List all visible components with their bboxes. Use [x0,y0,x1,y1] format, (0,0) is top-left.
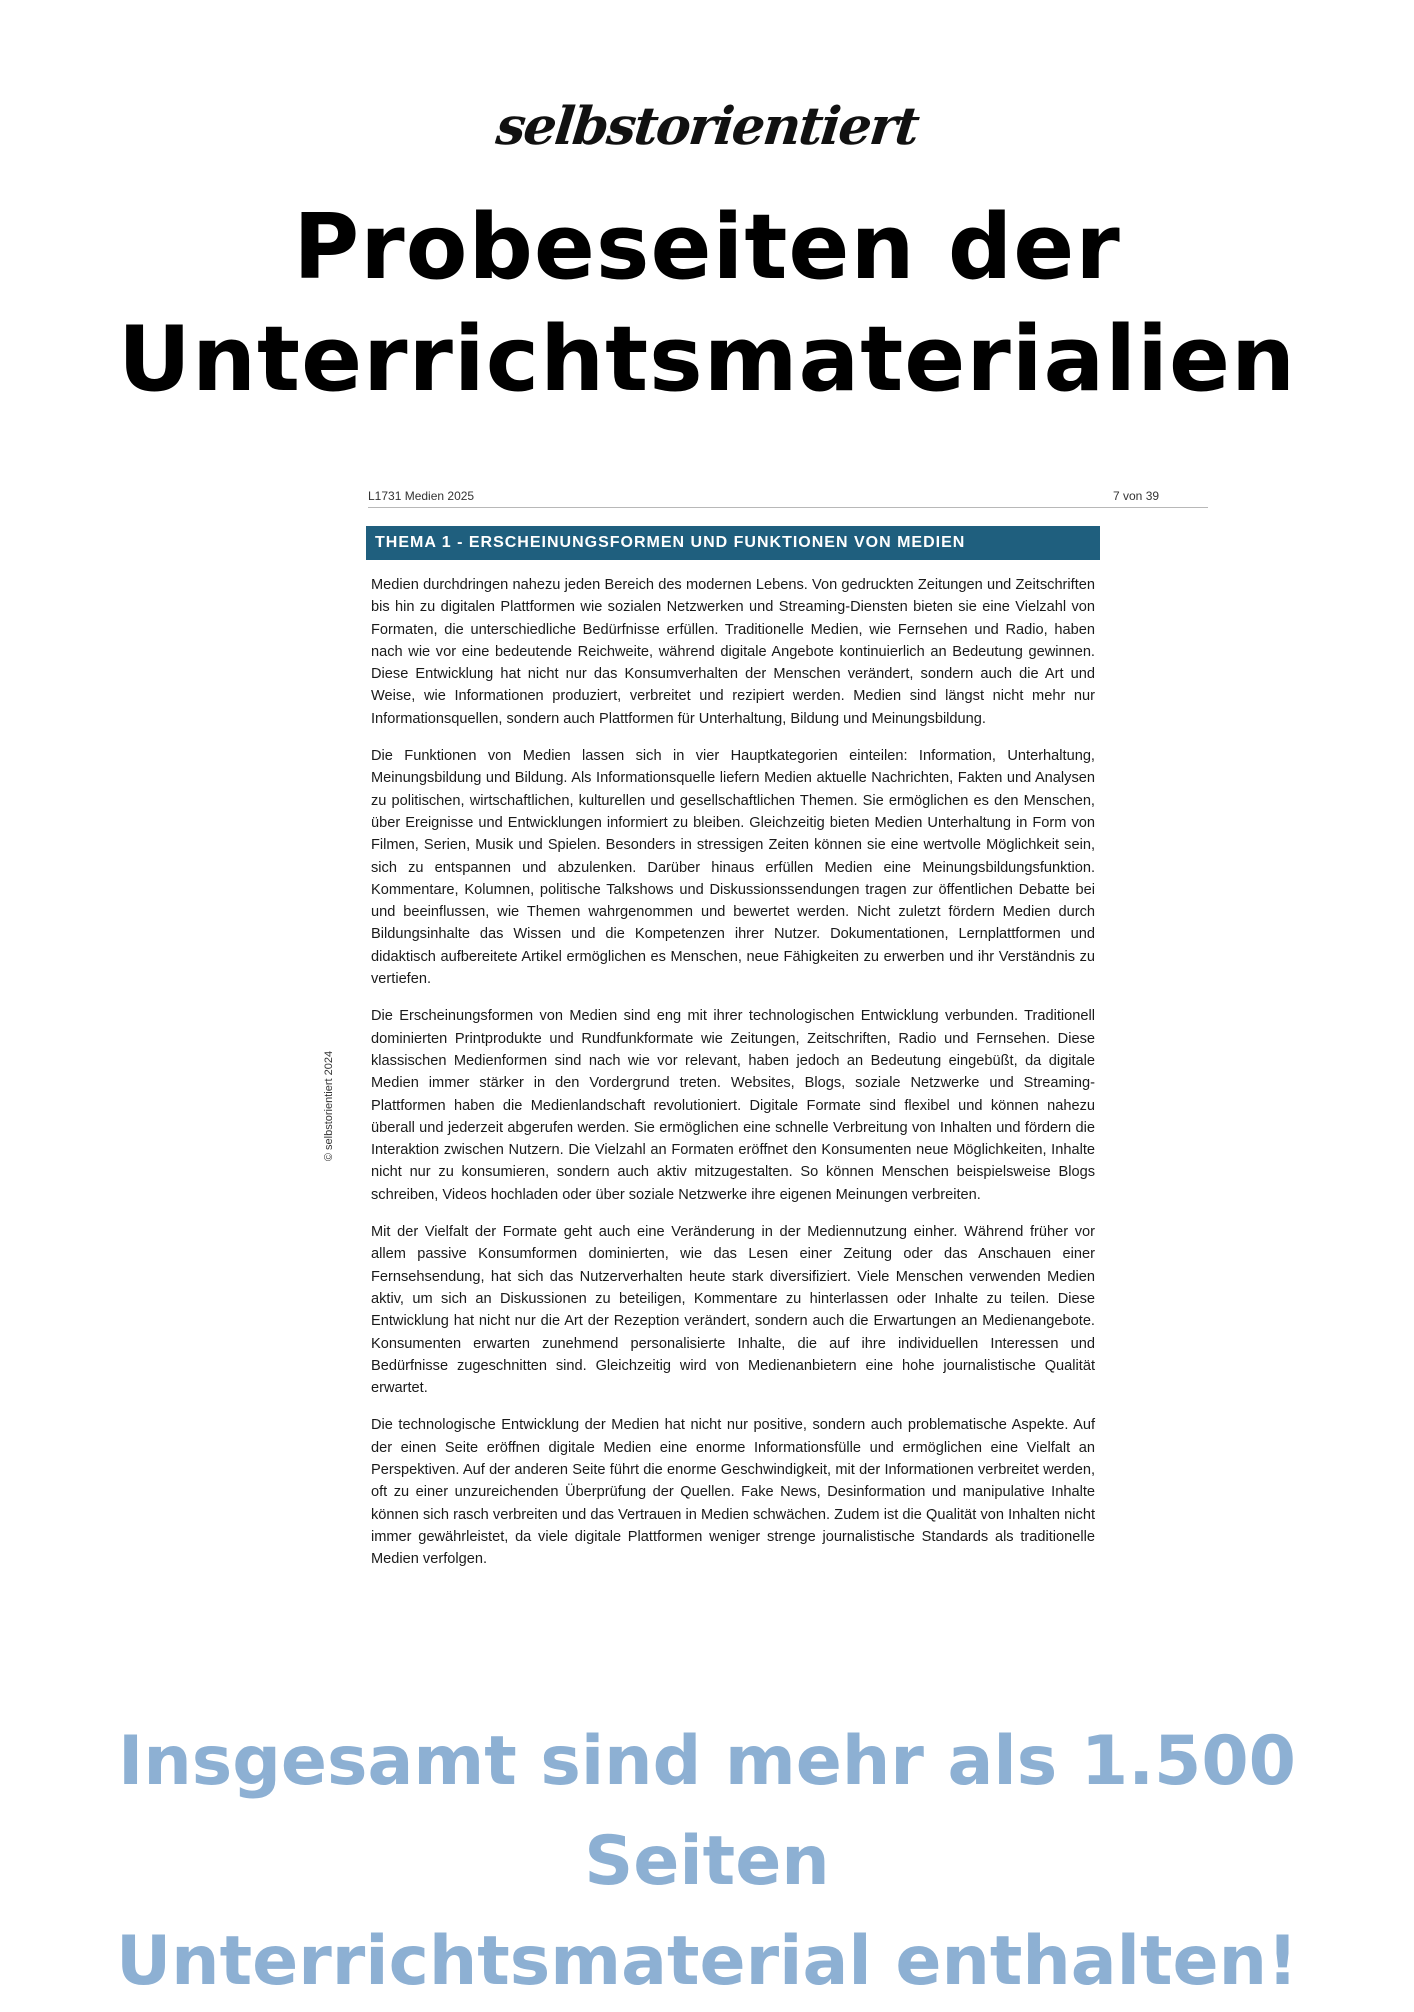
promo-banner [0,1712,1414,2012]
brand-logo: selbstorientiert [493,96,921,157]
paragraph: Die Funktionen von Medien lassen sich in vier Hauptkategorien einteilen: Information, Unterhaltung, Meinungsbildung und Bildung. Als Informationsquelle liefern Medien aktuelle Nachrichten, Fakten und Analysen zu politischen, wirtschaftlichen, kulturellen und gesellschaftlichen Themen. Sie ermöglichen es den Menschen, über Ereignisse und Entwicklungen informiert zu bleiben. Gleichzeitig bieten Medien Unterhaltung in Form von Filmen, Serien, Musik und Spielen. Besonders in stressigen Zeiten können sie eine wertvolle Möglichkeit sein, sich zu entspannen und abzulenken. Darüber hinaus erfüllen Medien eine Meinungsbildungsfunktion. Kommentare, Kolumnen, politische Talkshows und Diskussionssendungen tragen zur öffentlichen Debatte bei und beeinflussen, wie Themen wahrgenommen und bewertet werden. Nicht zuletzt fördern Medien durch Bildungsinhalte das Wissen und die Kompetenzen ihrer Nutzer. Dokumentationen, Lernplattformen und didaktisch aufbereitete Artikel ermöglichen es Menschen, neue Fähigkeiten zu erwerben und ihr Verständnis zu vertiefen. [371,748,1095,988]
page-title-line-2: Unterrichtsmaterialien [117,307,1297,412]
section-heading: THEMA 1 - ERSCHEINUNGSFORMEN UND FUNKTIONEN VON MEDIEN [366,526,1100,560]
document-id: L1731 Medien 2025 [368,489,475,503]
page-title [0,192,1414,416]
paragraph: Medien durchdringen nahezu jeden Bereich des modernen Lebens. Von gedruckten Zeitungen und Zeitschriften bis hin zu digitalen Plattformen wie sozialen Netzwerken und Streaming-Diensten bieten sie eine Vielzahl von Formaten, die unterschiedliche Bedürfnisse erfüllen. Traditionelle Medien, wie Fernsehen und Radio, haben nach wie vor eine bedeutende Reichweite, während digitale Angebote kontinuierlich an Bedeutung gewinnen. Diese Entwicklung hat nicht nur das Konsumverhalten der Menschen verändert, sondern auch die Art und Weise, wie Informationen produziert, verbreitet und rezipiert werden. Medien sind längst nicht mehr nur Informationsquellen, sondern auch Plattformen für Unterhaltung, Bildung und Meinungsbildung. [371,577,1095,727]
paragraph: Die technologische Entwicklung der Medien hat nicht nur positive, sondern auch problematische Aspekte. Auf der einen Seite eröffnen digitale Medien eine enorme Informationsfülle und ermöglichen eine Vielfalt an Perspektiven. Auf der anderen Seite führt die enorme Geschwindigkeit, mit der Informationen verbreitet werden, oft zu einer unzureichenden Überprüfung der Quellen. Fake News, Desinformation und manipulative Inhalte können sich rasch verbreiten und das Vertrauen in Medien schwächen. Zudem ist die Qualität von Inhalten nicht immer gewährleistet, da viele digitale Plattformen weniger strenge journalistische Standards als traditionelle Medien verfolgen. [371,1417,1095,1568]
promo-line-2: Unterrichtsmaterial enthalten! [115,1922,1299,2001]
page-number: 7 von 39 [1113,489,1160,503]
promo-line-1: Insgesamt sind mehr als 1.500 Seiten [118,1722,1296,1901]
copyright-notice: © selbstorientiert 2024 [323,1050,335,1162]
document-body [371,574,1095,1585]
paragraph: Mit der Vielfalt der Formate geht auch eine Veränderung in der Mediennutzung einher. Während früher vor allem passive Konsumformen dominierten, wie das Lesen einer Zeitung oder das Anschauen einer Fernsehsendung, hat sich das Nutzerverhalten heute stark diversifiziert. Viele Menschen verwenden Medien aktiv, um sich an Diskussionen zu beteiligen, Kommentare zu hinterlassen oder Inhalte zu teilen. Diese Entwicklung hat nicht nur die Art der Rezeption verändert, sondern auch die Erwartungen an Medienangebote. Konsumenten erwarten zunehmend personalisierte Inhalte, die auf ihre individuellen Interessen und Bedürfnisse zugeschnitten sind. Gleichzeitig wird von Medienanbietern eine hohe journalistische Qualität erwartet. [371,1224,1095,1397]
paragraph: Die Erscheinungsformen von Medien sind eng mit ihrer technologischen Entwicklung verbunden. Traditionell dominierten Printprodukte und Rundfunkformate wie Zeitungen, Zeitschriften, Radio und Fernsehen. Diese klassischen Medienformen sind nach wie vor relevant, haben jedoch an Bedeutung eingebüßt, da digitale Medien immer stärker in den Vordergrund treten. Websites, Blogs, soziale Netzwerke und Streaming-Plattformen haben die Medienlandschaft revolutioniert. Digitale Formate sind flexibel und können nahezu überall und jederzeit abgerufen werden. Sie ermöglichen eine schnelle Verbreitung von Inhalten und fördern die Interaktion zwischen Nutzern. Die Vielzahl an Formaten eröffnet den Konsumenten neue Möglichkeiten, Inhalte nicht nur zu konsumieren, sondern auch aktiv mitzugestalten. So können Menschen beispielsweise Blogs schreiben, Videos hochladen oder über soziale Netzwerke ihre eigenen Meinungen verbreiten. [371,1008,1095,1203]
document-header [368,487,1208,508]
page-title-line-1: Probeseiten der [293,195,1121,300]
